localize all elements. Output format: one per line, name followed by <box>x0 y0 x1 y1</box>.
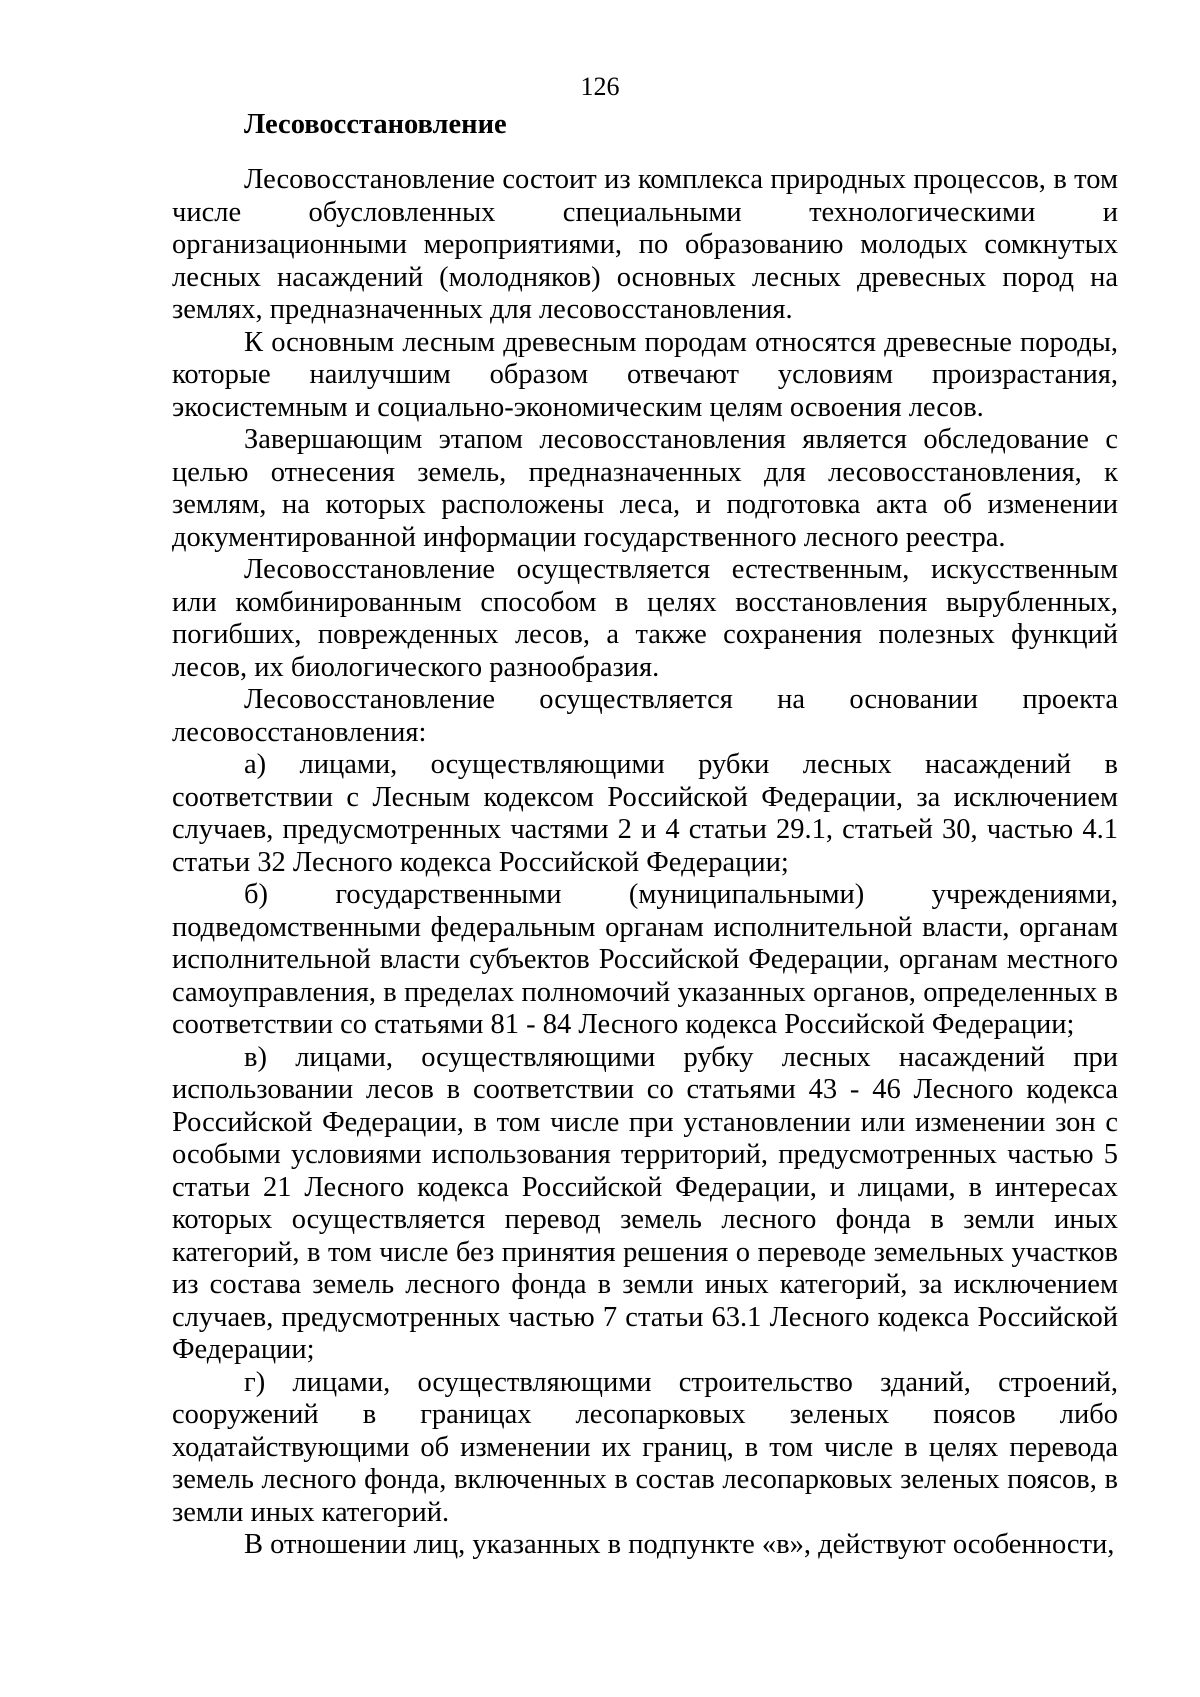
paragraph-definition: Лесовосстановление состоит из комплекса природных процессов, в том числе обусловленных специальными технологическими и организационными мероприятиями, по образованию молодых сомкнутых лесных насаждений (молодняков) основных лесных древесных пород на землях, предназначенных для лесовосстановления. <box>172 164 1118 325</box>
list-item-b: б) государственными (муниципальными) учреждениями, подведомственными федеральным органам исполнительной власти, органам исполнительной власти субъектов Российской Федерации, органам местного самоуправления, в пределах полномочий указанных органов, определенных в соответствии со статьями 81 - 84 Лесного кодекса Российской Федерации; <box>172 879 1118 1040</box>
paragraph-final-stage: Завершающим этапом лесовосстановления является обследование с целью отнесения земель, предназначенных для лесовосстановления, к землям, на которых расположены леса, и подготовка акта об изменении документированной информации государственного лесного реестра. <box>172 424 1118 553</box>
page-number: 126 <box>580 72 620 101</box>
paragraph-methods: Лесовосстановление осуществляется естественным, искусственным или комбинированным способом в целях восстановления вырубленных, погибших, поврежденных лесов, а также сохранения полезных функций лесов, их биологического разнообразия. <box>172 554 1118 683</box>
paragraph-main-species: К основным лесным древесным породам относятся древесные породы, которые наилучшим образом отвечают условиям произрастания, экосистемным и социально-экономическим целям освоения лесов. <box>172 326 1118 423</box>
document-body <box>172 108 1118 1562</box>
list-item-v: в) лицами, осуществляющими рубку лесных насаждений при использовании лесов в соответствии со статьями 43 - 46 Лесного кодекса Российской Федерации, в том числе при установлении или изменении зон с особыми условиями использования территорий, предусмотренных частью 5 статьи 21 Лесного кодекса Российской Федерации, и лицами, в интересах которых осуществляется перевод земель лесного фонда в земли иных категорий, в том числе без принятия решения о переводе земельных участков из состава земель лесного фонда в земли иных категорий, за исключением случаев, предусмотренных частью 7 статьи 63.1 Лесного кодекса Российской Федерации; <box>172 1041 1118 1365</box>
list-item-g: г) лицами, осуществляющими строительство зданий, строений, сооружений в границах лесопарковых зеленых поясов либо ходатайствующими об изменении их границ, в том числе в целях перевода земель лесного фонда, включенных в состав лесопарковых зеленых поясов, в земли иных категорий. <box>172 1366 1118 1528</box>
paragraph-project-basis: Лесовосстановление осуществляется на основании проекта лесовосстановления: <box>172 684 1118 748</box>
list-item-a: а) лицами, осуществляющими рубки лесных насаждений в соответствии с Лесным кодексом Российской Федерации, за исключением случаев, предусмотренных частями 2 и 4 статьи 29.1, статьей 30, частью 4.1 статьи 32 Лесного кодекса Российской Федерации; <box>172 749 1118 878</box>
section-heading: Лесовосстановление <box>244 109 507 140</box>
paragraph-continuation: В отношении лиц, указанных в подпункте «в», действуют особенности, <box>244 1529 1115 1560</box>
